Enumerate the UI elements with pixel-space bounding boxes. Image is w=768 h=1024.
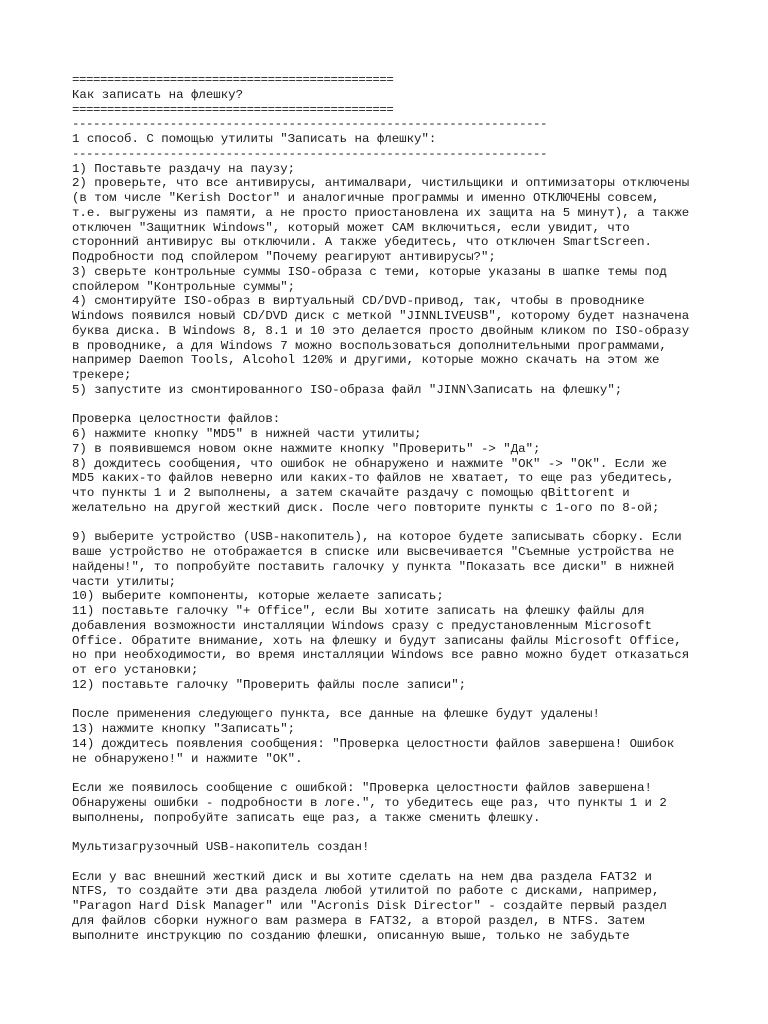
text-line: трекере;	[72, 368, 132, 382]
text-line: Если у вас внешний жесткий диск и вы хотите сделать на нем два раздела FAT32 и	[72, 869, 652, 884]
document-body	[72, 73, 762, 943]
text-line: 9) выберите устройство (USB-накопитель), на которое будете записывать сборку. Если	[72, 530, 682, 545]
text-line: 7) в появившемся новом окне нажмите кнопку "Проверить" -> "Да";	[72, 441, 541, 456]
text-line: 10) выберите компоненты, которые желаете записать;	[72, 589, 444, 604]
text-line: но при необходимости, во время инсталляции Windows все равно можно будет отказаться	[72, 648, 690, 663]
text-line: 5) запустите из смонтированного ISO-образа файл "JINN\Записать на флешку";	[72, 382, 623, 397]
blank-line	[72, 825, 762, 840]
text-line: буква диска. В Windows 8, 8.1 и 10 это делается просто двойным кликом по ISO-образу	[72, 323, 690, 338]
blank-line	[72, 693, 762, 708]
text-line: 3) сверьте контрольные суммы ISO-образа с теми, которые указаны в шапке темы под	[72, 264, 667, 279]
text-line: 11) поставьте галочку "+ Office", если Вы хотите записать на флешку файлы для	[72, 604, 645, 618]
separator-line: ==============================================	[72, 73, 394, 87]
text-line: найдены!", то попробуйте поставить галочку у пункта "Показать все диски" в нижней	[72, 559, 675, 574]
section-heading: 1 способ. С помощью утилиты "Записать на флешку":	[72, 132, 437, 146]
text-line: спойлером "Контрольные суммы";	[72, 279, 296, 294]
text-line: NTFS, то создайте эти два раздела любой утилитой по работе с дисками, например,	[72, 884, 660, 899]
text-line: выполните инструкцию по созданию флешки, описанную выше, только не забудьте	[72, 928, 630, 943]
text-line: добавления возможности инсталляции Windows сразу с предустановленным Microsoft	[72, 618, 652, 633]
text-line: от его установки;	[72, 663, 199, 677]
text-line: 14) дождитесь появления сообщения: "Проверка целостности файлов завершена! Ошибок	[72, 736, 675, 751]
document-title: Как записать на флешку?	[72, 87, 244, 102]
text-line: Office. Обратите внимание, хоть на флешку и будут записаны файлы Microsoft Office,	[72, 633, 682, 648]
text-line: выполнены, попробуйте записать еще раз, а также сменить флешку.	[72, 810, 541, 825]
text-line: 1) Поставьте раздачу на паузу;	[72, 161, 296, 176]
separator-line: ==============================================	[72, 102, 394, 117]
blank-line	[72, 516, 762, 531]
text-line: 13) нажмите кнопку "Записать";	[72, 722, 296, 736]
text-line: желательно на другой жесткий диск. После чего повторите пункты с 1-ого по 8-ой;	[72, 500, 660, 515]
text-line: что пункты 1 и 2 выполнены, а затем скачайте раздачу с помощью qBittorent и	[72, 486, 630, 500]
text-line: отключен "Защитник Windows", который может САМ включиться, если увидит, что	[72, 220, 630, 235]
text-line: Подробности под спойлером "Почему реагируют антивирусы?";	[72, 250, 496, 264]
text-line: (в том числе "Kerish Doctor" и аналогичные программы и именно ОТКЛЮЧЕНЫ совсем,	[72, 191, 660, 205]
result-line: Мультизагрузочный USB-накопитель создан!	[72, 840, 370, 854]
text-line: 2) проверьте, что все антивирусы, антималвари, чистильщики и оптимизаторы отключены	[72, 176, 690, 191]
text-line: сторонний антивирус вы отключили. А также убедитесь, что отключен SmartScreen.	[72, 235, 652, 250]
text-line: Windows появился новый CD/DVD диск с меткой "JINNLIVEUSB", которому будет назначена	[72, 309, 690, 323]
blank-line	[72, 766, 762, 781]
text-line: Обнаружены ошибки - подробности в логе.", то убедитесь еще раз, что пункты 1 и 2	[72, 795, 667, 810]
blank-line	[72, 855, 762, 870]
blank-line	[72, 398, 762, 413]
separator-line: --------------------------------------------------------------------	[72, 146, 548, 161]
text-line: 4) смонтируйте ISO-образ в виртуальный CD/DVD-привод, так, чтобы в проводнике	[72, 294, 645, 309]
text-line: ваше устройство не отображается в списке или высвечивается "Съемные устройства не	[72, 545, 675, 559]
text-line: 12) поставьте галочку "Проверить файлы после записи";	[72, 677, 467, 692]
text-line: т.е. выгружены из памяти, а не просто приостановлена их защита на 5 минут), а также	[72, 205, 690, 220]
text-line: для файлов сборки нужного вам размера в FAT32, а второй раздел, в NTFS. Затем	[72, 913, 645, 928]
subsection-heading: Проверка целостности файлов:	[72, 412, 281, 427]
text-line: Если же появилось сообщение с ошибкой: "Проверка целостности файлов завершена!	[72, 781, 652, 795]
text-line: MD5 каких-то файлов неверно или каких-то файлов не хватает, то еще раз убедитесь,	[72, 471, 675, 486]
text-line: не обнаружено!" и нажмите "ОК".	[72, 751, 303, 766]
warning-line: После применения следующего пункта, все данные на флешке будут удалены!	[72, 707, 600, 722]
text-line: части утилиты;	[72, 574, 177, 589]
separator-line: --------------------------------------------------------------------	[72, 117, 548, 132]
text-line: например Daemon Tools, Alcohol 120% и другими, которые можно скачать на этом же	[72, 353, 660, 368]
text-line: "Paragon Hard Disk Manager" или "Acronis Disk Director" - создайте первый раздел	[72, 899, 667, 913]
text-line: 6) нажмите кнопку "MD5" в нижней части утилиты;	[72, 427, 422, 441]
text-line: 8) дождитесь сообщения, что ошибок не обнаружено и нажмите "ОК" -> "ОК". Если же	[72, 456, 667, 471]
text-line: в проводнике, а для Windows 7 можно воспользоваться дополнительными программами,	[72, 338, 667, 353]
